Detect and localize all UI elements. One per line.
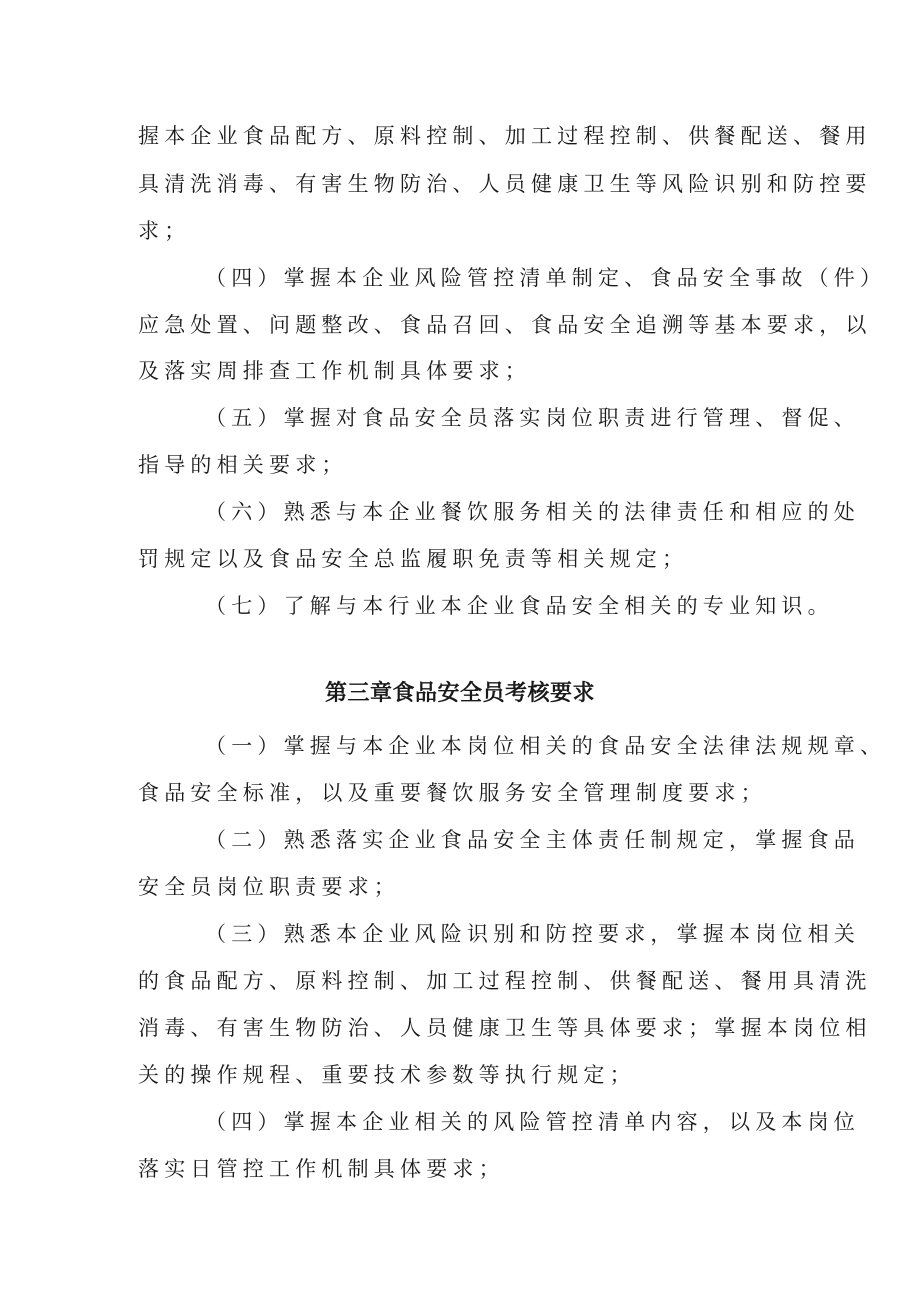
body-text-line: 应急处置、问题整改、食品召回、食品安全追溯等基本要求，以 <box>138 313 872 337</box>
list-item-2: （二）熟悉落实企业食品安全主体责任制规定，掌握食品 <box>205 828 860 852</box>
body-text-line: 握本企业食品配方、原料控制、加工过程控制、供餐配送、餐用 <box>138 124 872 148</box>
body-text-line: 的食品配方、原料控制、加工过程控制、供餐配送、餐用具清洗 <box>138 969 872 993</box>
body-text-line: 安全员岗位职责要求； <box>138 875 400 899</box>
body-text-line: 求； <box>138 219 191 243</box>
chapter-heading: 第三章食品安全员考核要求 <box>324 681 595 706</box>
body-text-line: 消毒、有害生物防治、人员健康卫生等具体要求；掌握本岗位相 <box>138 1016 872 1040</box>
list-item-5: （五）掌握对食品安全员落实岗位职责进行管理、督促、 <box>205 406 860 430</box>
body-text-line: 落实日管控工作机制具体要求； <box>138 1157 505 1181</box>
body-text-line: 指导的相关要求； <box>138 453 348 477</box>
list-item-6: （六）熟悉与本企业餐饮服务相关的法律责任和相应的处 <box>205 500 860 524</box>
list-item-1: （一）掌握与本企业本岗位相关的食品安全法律法规规章、 <box>205 734 887 758</box>
list-item-4: （四）掌握本企业相关的风险管控清单内容，以及本岗位 <box>205 1110 860 1134</box>
body-text-line: 食品安全标准，以及重要餐饮服务安全管理制度要求； <box>138 781 767 805</box>
body-text-line: 具清洗消毒、有害生物防治、人员健康卫生等风险识别和防控要 <box>138 172 872 196</box>
body-text-line: 关的操作规程、重要技术参数等执行规定； <box>138 1063 636 1087</box>
list-item-4: （四）掌握本企业风险管控清单制定、食品安全事故（件） <box>205 266 887 290</box>
body-text-line: 及落实周排查工作机制具体要求； <box>138 359 531 383</box>
list-item-7: （七）了解与本行业本企业食品安全相关的专业知识。 <box>205 594 834 618</box>
body-text-line: 罚规定以及食品安全总监履职免责等相关规定； <box>138 547 689 571</box>
list-item-3: （三）熟悉本企业风险识别和防控要求，掌握本岗位相关 <box>205 922 860 946</box>
